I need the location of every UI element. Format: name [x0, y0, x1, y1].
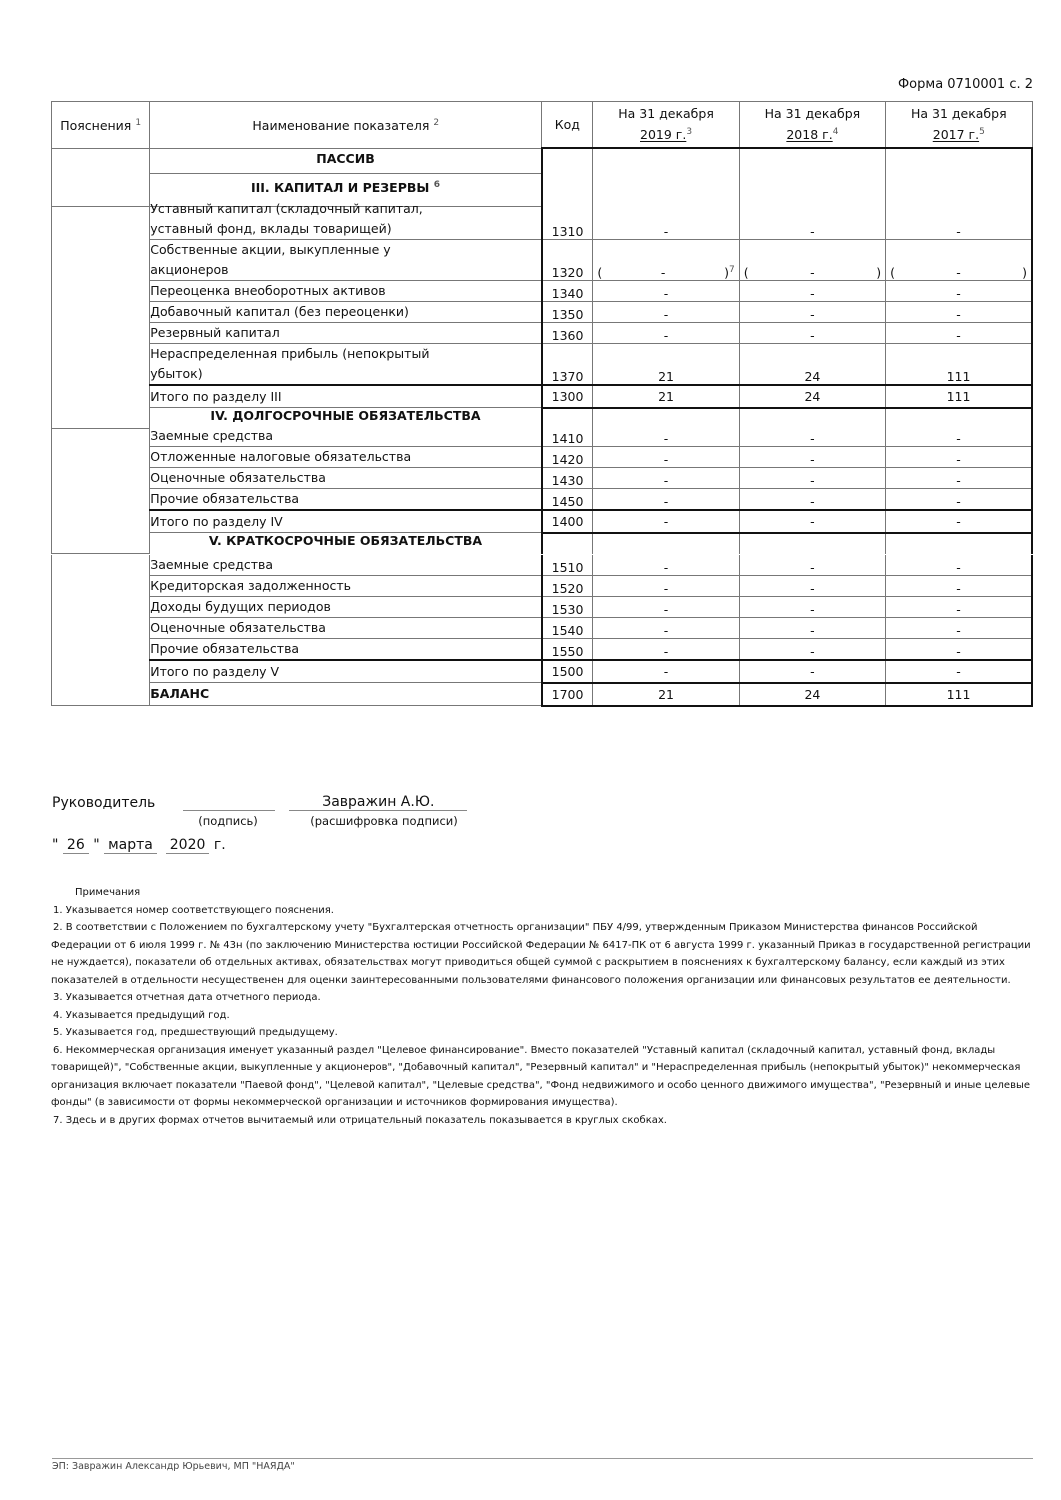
row-1310-name: Уставный капитал (складочный капитал, уставный фонд, вклады товарищей) [150, 199, 542, 240]
table-row: Прочие обязательства 1550 - - - [52, 639, 1033, 661]
row-1320-name: Собственные акции, выкупленные у акционеров [150, 240, 542, 281]
balance-table-body [51, 199, 1033, 429]
header-notes: Пояснения $^1$ [52, 102, 150, 149]
table-row: Оценочные обязательства 1430 - - - [52, 468, 1033, 489]
table-row: Добавочный капитал (без переоценки) 1350 - - - [52, 302, 1033, 323]
table-row: Заемные средства 1510 - - - [52, 555, 1033, 576]
section-5-title: V. КРАТКОСРОЧНЫЕ ОБЯЗАТЕЛЬСТВА [150, 533, 542, 554]
table-row-total: Итого по разделу V 1500 - - - [52, 660, 1033, 683]
caption-signature: (подпись) [198, 814, 258, 828]
table-row [52, 533, 1033, 554]
note-item: 1. Указывается номер соответствующего пояснения. [53, 904, 334, 916]
balance-table [51, 101, 1033, 207]
header-2018: На 31 декабря 2018 г.$^4$ [739, 102, 885, 149]
note-item: 4. Указывается предыдущий год. [53, 1009, 230, 1021]
note-item: 6. Некоммерческая организация именует указанный раздел "Целевое финансирование". Вместо показателей "Уставный капитал (складочный капитал, уставный фонд, вклады товарищей)", "Собственные акции, выкупленные у акционеров", "Добавочный капитал", "Резервный капитал" и "Нераспределенная прибыль (непокрытый убыток)" некоммерческая организация включает показатели "Паевой фонд", "Целевой капитал", "Целевые средства", "Фонд недвижимого и особо ценного движимого имущества", "Резервный и иные целевые фонды" (в зависимости от формы некоммерческой организации и источников формирования имущества). [51, 1044, 1031, 1108]
table-row: Резервный капитал 1360 - - - [52, 323, 1033, 344]
table-row [52, 148, 1033, 173]
note-item: 2. В соответствии с Положением по бухгалтерскому учету "Бухгалтерская отчетность организации" ПБУ 4/99, утвержденным Приказом Министерства финансов Российской Федерации от 6 июля 1999 г. № 43н (по заключению Министерства юстиции Российской Федерации № 6417-ПК от 6 августа 1999 г. указанный Приказ в государственной регистрации не нуждается), показатели об отдельных активах, обязательствах могут приводиться общей суммой с раскрытием в пояснениях к бухгалтерскому балансу, если каждый из этих показателей в отдельности несущественен для оценки заинтересованными пользователями финансового положения организации или финансовых результатов ее деятельности. [51, 922, 1031, 986]
note-item: 5. Указывается год, предшествующий предыдущему. [53, 1027, 338, 1038]
header-2019: На 31 декабря 2019 г.$^3$ [593, 102, 739, 149]
table-row: Прочие обязательства 1450 - - - [52, 489, 1033, 511]
signature-line [183, 792, 275, 811]
signature-date: " 26 " марта 2020 г. [52, 837, 226, 853]
note-item: 7. Здесь и в других формах отчетов вычитаемый или отрицательный показатель показывается в круглых скобках. [53, 1114, 667, 1126]
table-row-balance: БАЛАНС 1700 21 24 111 [52, 683, 1033, 706]
note-item: 3. Указывается отчетная дата отчетного периода. [53, 992, 321, 1003]
section-passive: ПАССИВ [150, 148, 542, 173]
header-name: Наименование показателя $^2$ [150, 102, 542, 149]
table-row: Кредиторская задолженность 1520 - - - [52, 576, 1033, 597]
table-row: Заемные средства 1410 - - - [52, 426, 1033, 447]
table-row: Оценочные обязательства 1540 - - - [52, 618, 1033, 639]
e-signature-footer: ЭП: Завражин Александр Юрьевич, МП "НАЯДА" [52, 1458, 1033, 1472]
date-year: 2020 [166, 837, 210, 854]
signer-role: Руководитель [52, 795, 156, 811]
table-row: Собственные акции, выкупленные у акционеров 1320 ( - )$^7$ ( - ) ( - ) [52, 240, 1033, 281]
balance-table-section4 [51, 426, 1033, 554]
table-row: Отложенные налоговые обязательства 1420 - - - [52, 447, 1033, 468]
date-month: марта [104, 837, 157, 854]
form-number: Форма 0710001 с. 2 [897, 77, 1033, 92]
notes-title: Примечания [75, 887, 141, 898]
header-code: Код [542, 102, 593, 149]
date-day: 26 [63, 837, 89, 854]
table-header-row [52, 102, 1033, 149]
table-row: Нераспределенная прибыль (непокрытый убыток) 1370 21 24 111 [52, 344, 1033, 386]
row-1370-name: Нераспределенная прибыль (непокрытый убыток) [150, 344, 542, 386]
table-row: Уставный капитал (складочный капитал, уставный фонд, вклады товарищей) 1310 - - - [52, 199, 1033, 240]
signature-block [52, 792, 480, 828]
table-row-total: Итого по разделу III 1300 21 24 111 [52, 385, 1033, 408]
signer-name: Завражин А.Ю. [289, 794, 467, 811]
section-3-title: III. КАПИТАЛ И РЕЗЕРВЫ $^6$ [150, 173, 542, 206]
notes-section [51, 884, 1036, 1129]
caption-decode: (расшифровка подписи) [310, 814, 458, 828]
section-4-title: IV. ДОЛГОСРОЧНЫЕ ОБЯЗАТЕЛЬСТВА [150, 408, 542, 429]
balance-table-section5 [51, 555, 1033, 707]
table-row: Переоценка внеоборотных активов 1340 - - - [52, 281, 1033, 302]
header-2017: На 31 декабря 2017 г.$^5$ [886, 102, 1032, 149]
table-row: Доходы будущих периодов 1530 - - - [52, 597, 1033, 618]
table-row-total: Итого по разделу IV 1400 - - - [52, 510, 1033, 533]
